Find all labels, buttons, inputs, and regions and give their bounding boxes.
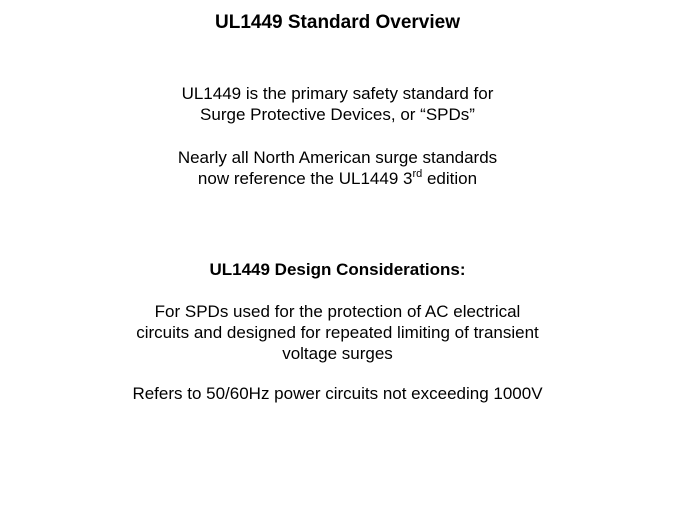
edition-superscript: rd bbox=[412, 168, 423, 180]
overview-p2-line-1: Nearly all North American surge standards bbox=[177, 148, 498, 167]
overview-paragraph-2 bbox=[0, 147, 675, 189]
slide-title: UL1449 Standard Overview bbox=[215, 12, 460, 33]
design-p1-line-3: voltage surges bbox=[282, 344, 393, 363]
design-considerations-heading: UL1449 Design Considerations: bbox=[209, 260, 466, 279]
design-p2-line-1: Refers to 50/60Hz power circuits not exceeding 1000V bbox=[132, 384, 543, 403]
overview-p1-line-2: Surge Protective Devices, or “SPDs” bbox=[200, 105, 475, 124]
design-p1-line-2: circuits and designed for repeated limiting of transient bbox=[136, 323, 539, 342]
design-paragraph-2 bbox=[0, 383, 675, 404]
overview-p2-line-2 bbox=[0, 168, 675, 189]
overview-paragraph-1 bbox=[0, 83, 675, 125]
overview-p1-line-1: UL1449 is the primary safety standard for bbox=[181, 84, 494, 103]
design-p1-line-1: For SPDs used for the protection of AC electrical bbox=[154, 302, 521, 321]
overview-p2-line-2-text: now reference the UL1449 3 bbox=[197, 169, 413, 188]
design-paragraph-1 bbox=[0, 301, 675, 364]
overview-p2-line-2-suffix: edition bbox=[422, 169, 478, 188]
